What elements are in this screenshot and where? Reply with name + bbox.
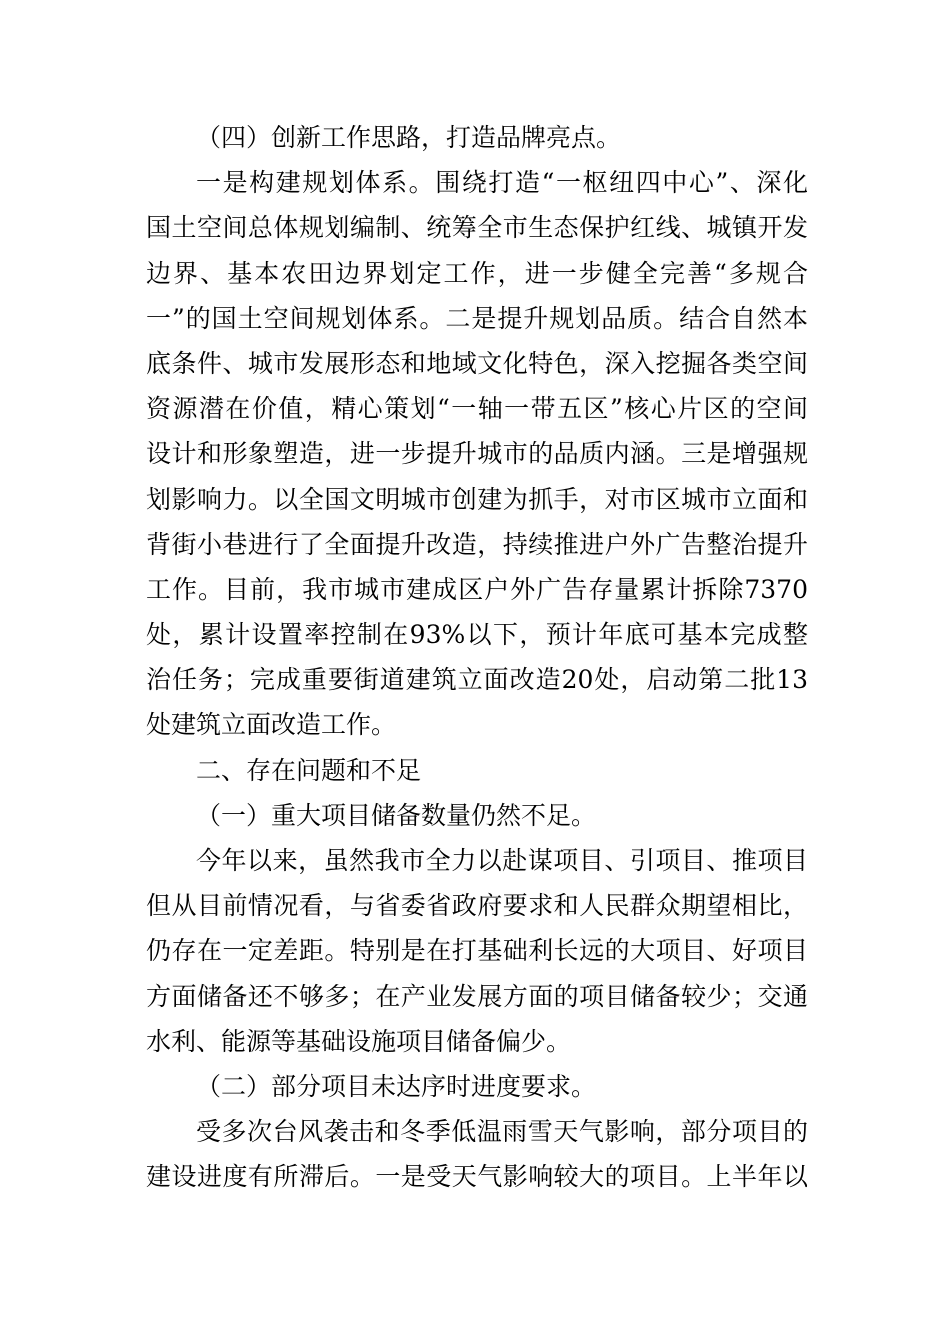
subheading-innovation: [146, 115, 808, 160]
paragraph-line: 资源潜在价值，精心策划“一轴一带五区”核心片区的空间: [146, 394, 808, 424]
paragraph-line: 边界、基本农田边界划定工作，进一步健全完善“多规合: [146, 258, 808, 288]
section-title-text: 二、存在问题和不足: [196, 755, 422, 785]
paragraph-line: 仍存在一定差距。特别是在打基础利长远的大项目、好项目: [146, 936, 808, 966]
paragraph-line: 国土空间总体规划编制、统筹全市生态保护红线、城镇开发: [146, 213, 808, 243]
paragraph-line: 今年以来，虽然我市全力以赴谋项目、引项目、推项目: [196, 846, 808, 875]
paragraph-planning-system: [146, 160, 808, 747]
subheading-text: （一）重大项目储备数量仍然不足。: [196, 800, 597, 830]
paragraph-line: 治任务；完成重要街道建筑立面改造20处，启动第二批13: [146, 665, 808, 695]
paragraph-line: 一”的国土空间规划体系。二是提升规划品质。结合自然本: [146, 303, 808, 333]
paragraph-line: 但从目前情况看，与省委省政府要求和人民群众期望相比，: [146, 891, 808, 921]
paragraph-line: 一是构建规划体系。围绕打造“一枢纽四中心”、深化: [196, 168, 808, 198]
paragraph-line: 受多次台风袭击和冬季低温雨雪天气影响，部分项目的: [196, 1117, 808, 1147]
subheading-text: （二）部分项目未达序时进度要求。: [196, 1071, 597, 1101]
subheading-project-progress: [146, 1064, 808, 1109]
paragraph-line: 建设进度有所滞后。一是受天气影响较大的项目。上半年以: [146, 1162, 808, 1192]
subheading-project-reserve: [146, 793, 808, 838]
paragraph-line: 处，累计设置率控制在93%以下，预计年底可基本完成整: [146, 620, 808, 650]
paragraph-line: 工作。目前，我市城市建成区户外广告存量累计拆除7370: [146, 574, 808, 604]
section-title-problems: [146, 748, 808, 793]
paragraph-line: 设计和形象塑造，进一步提升城市的品质内涵。三是增强规: [146, 439, 808, 469]
paragraph-line: 处建筑立面改造工作。: [146, 710, 397, 740]
paragraph-project-progress: [146, 1109, 808, 1199]
paragraph-line: 背街小巷进行了全面提升改造，持续推进户外广告整治提升: [146, 529, 808, 559]
paragraph-line: 方面储备还不够多；在产业发展方面的项目储备较少；交通: [146, 981, 808, 1011]
paragraph-line: 划影响力。以全国文明城市创建为抓手，对市区城市立面和: [146, 484, 808, 514]
paragraph-project-reserve: [146, 838, 808, 1064]
paragraph-line: 底条件、城市发展形态和地域文化特色，深入挖掘各类空间: [146, 348, 808, 378]
subheading-text: （四）创新工作思路，打造品牌亮点。: [196, 123, 622, 152]
paragraph-line: 水利、能源等基础设施项目储备偏少。: [146, 1026, 572, 1056]
document-page: [146, 115, 808, 1200]
